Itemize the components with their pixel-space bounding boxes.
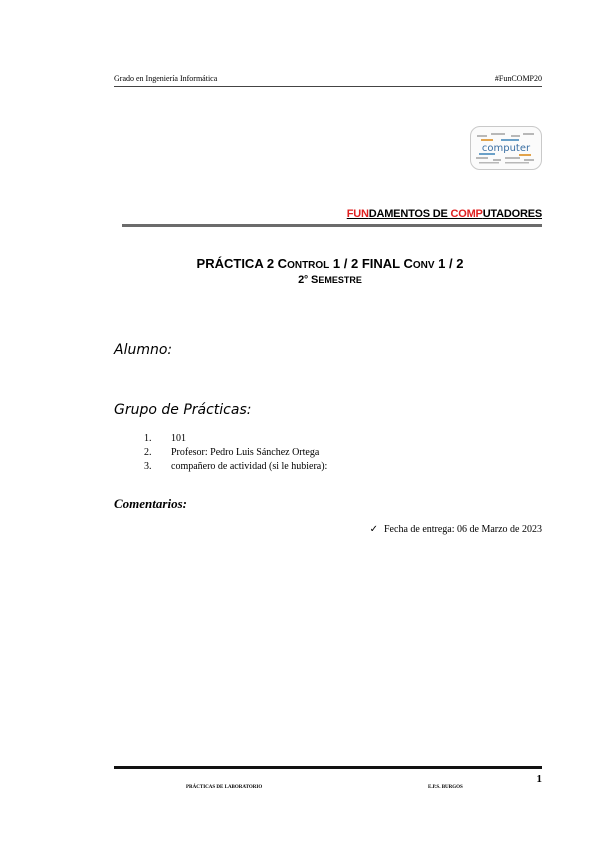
page-number: 1 (536, 773, 542, 785)
alumno-heading: Alumno: (114, 342, 173, 358)
subject-title: FUNDAMENTOS DE COMPUTADORES (346, 208, 542, 220)
list-item: 2. Profesor: Pedro Luis Sánchez Ortega (144, 447, 320, 458)
list-item: 1. 101 (144, 433, 186, 444)
list-item: 3. compañero de actividad (si le hubiera): (144, 461, 328, 472)
check-icon: ✓ (369, 524, 378, 535)
practice-title: PRÁCTICA 2 CONTROL 1 / 2 FINAL CONV 1 / 2 (196, 256, 464, 271)
grupo-list (144, 432, 327, 474)
header-left: Grado en Ingeniería Informática (114, 74, 218, 83)
subject-rule (122, 224, 542, 227)
footer-rule (114, 766, 542, 769)
header-rule (114, 86, 542, 87)
delivery-date: ✓ Fecha de entrega: 06 de Marzo de 2023 (369, 524, 542, 535)
footer-left: PRÁCTICAS DE LABORATORIO (186, 785, 263, 790)
comentarios-heading: Comentarios: (114, 496, 187, 511)
computer-logo (470, 126, 542, 170)
semester-title: 2$^o$ SEMESTRE (298, 274, 362, 286)
logo-word: computer (481, 143, 531, 154)
header-right: #FunCOMP20 (494, 74, 542, 83)
grupo-heading: Grupo de Prácticas: (114, 402, 252, 418)
footer-right: E.P.S. BURGOS (428, 785, 463, 790)
